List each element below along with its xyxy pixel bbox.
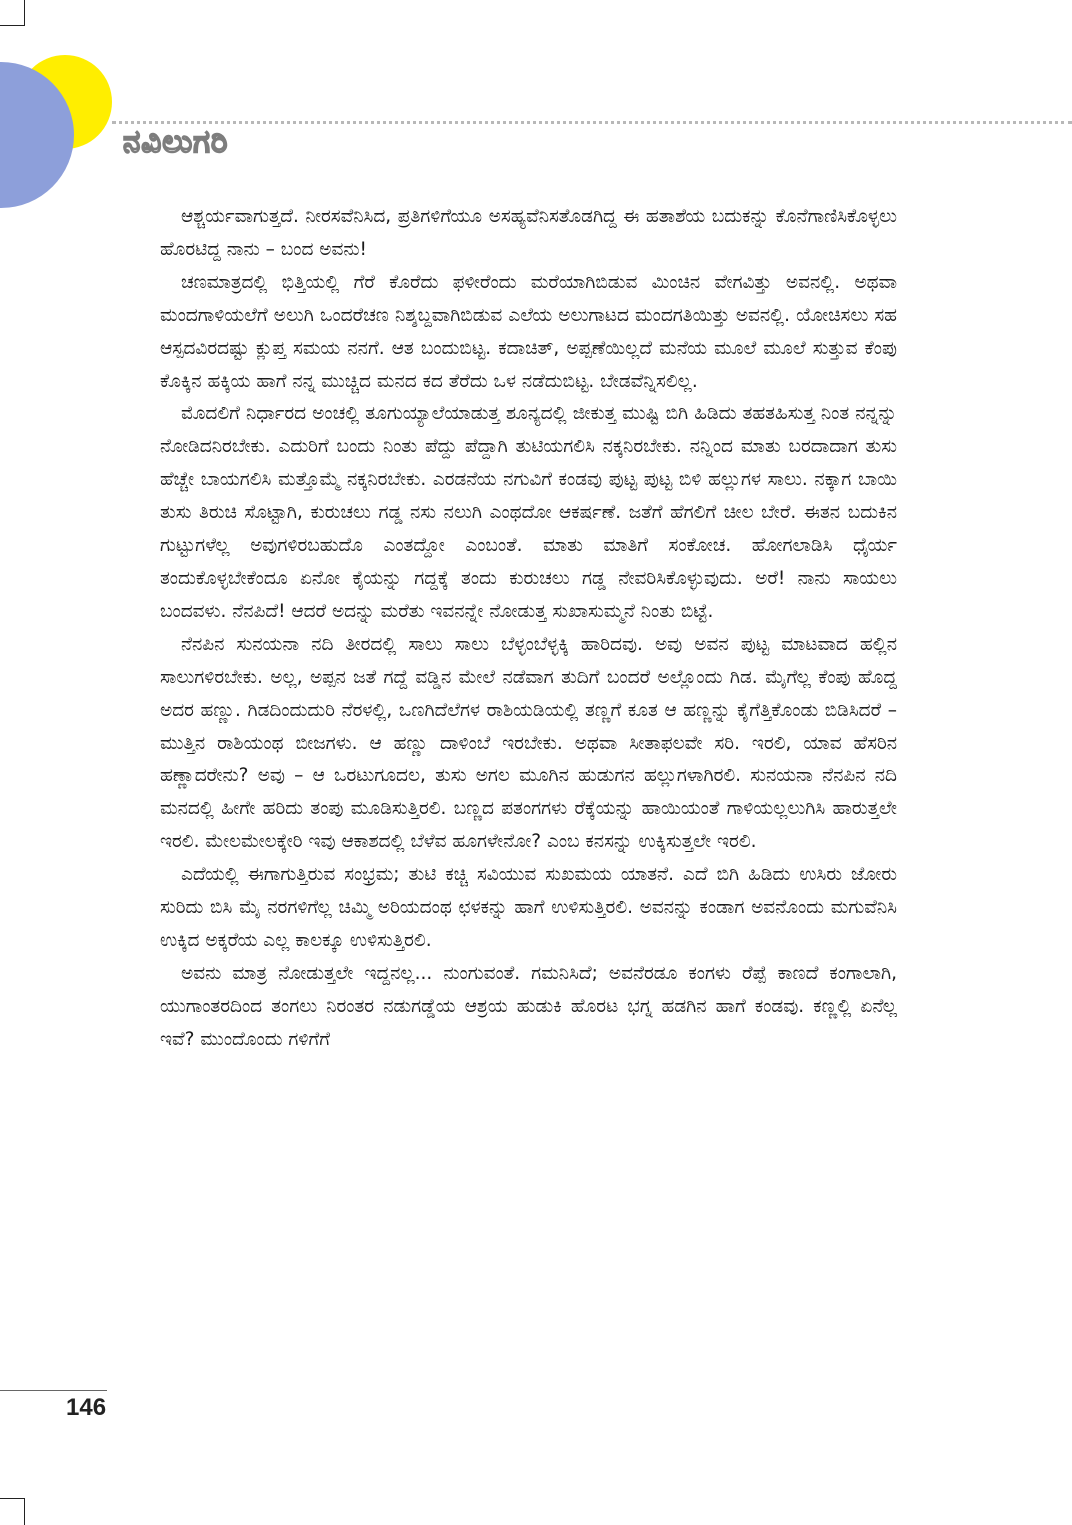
header-dotted-rule [112, 121, 1072, 124]
page-number: 146 [66, 1394, 107, 1421]
paragraph: ಚಣಮಾತ್ರದಲ್ಲಿ ಭಿತ್ತಿಯಲ್ಲಿ ಗೆರೆ ಕೊರೆದು ಫಳೀರೆಂದು ಮರೆಯಾಗಿಬಿಡುವ ಮಿಂಚಿನ ವೇಗವಿತ್ತು ಅವನಲ್ಲಿ. ಅಥವಾ ಮಂದಗಾಳಿಯಲೆಗೆ ಅಲುಗಿ ಒಂದರೆಚಣ ನಿಶ್ಶಬ್ದವಾಗಿಬಿಡುವ ಎಲೆಯ ಅಲುಗಾಟದ ಮಂದಗತಿಯಿತ್ತು ಅವನಲ್ಲಿ. ಯೋಚಿಸಲು ಸಹ ಆಸ್ಪದವಿರದಷ್ಟು ಕ್ಲುಪ್ತ ಸಮಯ ನನಗೆ. ಆತ ಬಂದುಬಿಟ್ಟ. ಕದಾಚಿತ್, ಅಪ್ಪಣೆಯಿಲ್ಲದೆ ಮನೆಯ ಮೂಲೆ ಮೂಲೆ ಸುತ್ತುವ ಕೆಂಪು ಕೊಕ್ಕಿನ ಹಕ್ಕಿಯ ಹಾಗೆ ನನ್ನ ಮುಚ್ಚಿದ ಮನದ ಕದ ತೆರೆದು ಒಳ ನಡೆದುಬಿಟ್ಟ. ಬೇಡವೆನ್ನಿಸಲಿಲ್ಲ. [160, 271, 897, 392]
crop-mark-bottom-left-vertical [24, 1498, 25, 1525]
paragraph: ನೆನಪಿನ ಸುನಯನಾ ನದಿ ತೀರದಲ್ಲಿ ಸಾಲು ಸಾಲು ಬೆಳ್ಳಂಬೆಳ್ಳಕ್ಕಿ ಹಾರಿದವು. ಅವು ಅವನ ಪುಟ್ಟ ಮಾಟವಾದ ಹಲ್ಲಿನ ಸಾಲುಗಳಿರಬೇಕು. ಅಲ್ಲ, ಅಪ್ಪನ ಜತೆ ಗದ್ದೆ ವಡ್ಡಿನ ಮೇಲೆ ನಡೆವಾಗ ತುದಿಗೆ ಬಂದರೆ ಅಲ್ಲೊಂದು ಗಿಡ. ಮೈಗೆಲ್ಲ ಕೆಂಪು ಹೊದ್ದ ಅದರ ಹಣ್ಣು. ಗಿಡದಿಂದುದುರಿ ನೆರಳಲ್ಲಿ, ಒಣಗಿದೆಲೆಗಳ ರಾಶಿಯಡಿಯಲ್ಲಿ ತಣ್ಣಗೆ ಕೂತ ಆ ಹಣ್ಣನ್ನು ಕೈಗೆತ್ತಿಕೊಂಡು ಬಿಡಿಸಿದರೆ – ಮುತ್ತಿನ ರಾಶಿಯಂಥ ಬೀಜಗಳು. ಆ ಹಣ್ಣು ದಾಳಿಂಬೆ ಇರಬೇಕು. ಅಥವಾ ಸೀತಾಫಲವೇ ಸರಿ. ಇರಲಿ, ಯಾವ ಹೆಸರಿನ ಹಣ್ಣಾದರೇನು? ಅವು – ಆ ಒರಟುಗೂದಲ, ತುಸು ಅಗಲ ಮೂಗಿನ ಹುಡುಗನ ಹಲ್ಲುಗಳಾಗಿರಲಿ. ಸುನಯನಾ ನೆನಪಿನ ನದಿ ಮನದಲ್ಲಿ ಹೀಗೇ ಹರಿದು ತಂಪು ಮೂಡಿಸುತ್ತಿರಲಿ. ಬಣ್ಣದ ಪತಂಗಗಳು ರೆಕ್ಕೆಯನ್ನು ಹಾಯಿಯಂತೆ ಗಾಳಿಯಲ್ಲಲುಗಿಸಿ ಹಾರುತ್ತಲೇ ಇರಲಿ. ಮೇಲಮೇಲಕ್ಕೇರಿ ಇವು ಆಕಾಶದಲ್ಲಿ ಬೆಳೆವ ಹೂಗಳೇನೋ? ಎಂಬ ಕನಸನ್ನು ಉಕ್ಕಿಸುತ್ತಲೇ ಇರಲಿ. [160, 633, 897, 853]
crop-mark-top-left-horizontal [0, 25, 25, 26]
paragraph: ಅವನು ಮಾತ್ರ ನೋಡುತ್ತಲೇ ಇದ್ದನಲ್ಲ... ನುಂಗುವಂತೆ. ಗಮನಿಸಿದೆ; ಅವನೆರಡೂ ಕಂಗಳು ರೆಪ್ಪೆ ಕಾಣದೆ ಕಂಗಾಲಾಗಿ, ಯುಗಾಂತರದಿಂದ ತಂಗಲು ನಿರಂತರ ನಡುಗಡ್ಡೆಯ ಆಶ್ರಯ ಹುಡುಕಿ ಹೊರಟ ಭಗ್ನ ಹಡಗಿನ ಹಾಗೆ ಕಂಡವು. ಕಣ್ಣಲ್ಲಿ ಏನೆಲ್ಲ ಇವೆ? ಮುಂದೊಂದು ಗಳಿಗೆಗೆ [160, 962, 897, 1050]
crop-mark-top-left-vertical [24, 0, 25, 26]
body-text [160, 201, 897, 1057]
paragraph: ಎದೆಯಲ್ಲಿ ಈಗಾಗುತ್ತಿರುವ ಸಂಭ್ರಮ; ತುಟಿ ಕಚ್ಚಿ ಸವಿಯುವ ಸುಖಮಯ ಯಾತನೆ. ಎದೆ ಬಿಗಿ ಹಿಡಿದು ಉಸಿರು ಜೋರು ಸುರಿದು ಬಿಸಿ ಮೈ ನರಗಳಿಗೆಲ್ಲ ಚಿಮ್ಮಿ ಅರಿಯದಂಥ ಛಳಕನ್ನು ಹಾಗೆ ಉಳಿಸುತ್ತಿರಲಿ. ಅವನನ್ನು ಕಂಡಾಗ ಅವನೊಂದು ಮಗುವೆನಿಸಿ ಉಕ್ಕಿದ ಅಕ್ಕರೆಯ ಎಲ್ಲ ಕಾಲಕ್ಕೂ ಉಳಿಸುತ್ತಿರಲಿ. [160, 864, 897, 951]
paragraph: ಮೊದಲಿಗೆ ನಿರ್ಧಾರದ ಅಂಚಲ್ಲಿ ತೂಗುಯ್ಯಾಲೆಯಾಡುತ್ತ ಶೂನ್ಯದಲ್ಲಿ ಜೀಕುತ್ತ ಮುಷ್ಟಿ ಬಿಗಿ ಹಿಡಿದು ತಹತಹಿಸುತ್ತ ನಿಂತ ನನ್ನನ್ನು ನೋಡಿದನಿರಬೇಕು. ಎದುರಿಗೆ ಬಂದು ನಿಂತು ಪೆದ್ದು ಪೆದ್ದಾಗಿ ತುಟಿಯಗಲಿಸಿ ನಕ್ಕನಿರಬೇಕು. ನನ್ನಿಂದ ಮಾತು ಬರದಾದಾಗ ತುಸು ಹೆಚ್ಚೇ ಬಾಯಗಲಿಸಿ ಮತ್ತೊಮ್ಮೆ ನಕ್ಕನಿರಬೇಕು. ಎರಡನೆಯ ನಗುವಿಗೆ ಕಂಡವು ಪುಟ್ಟ ಪುಟ್ಟ ಬಿಳಿ ಹಲ್ಲುಗಳ ಸಾಲು. ನಕ್ಕಾಗ ಬಾಯಿ ತುಸು ತಿರುಚಿ ಸೊಟ್ಟಾಗಿ, ಕುರುಚಲು ಗಡ್ಡ ನಸು ನಲುಗಿ ಎಂಥದೋ ಆಕರ್ಷಣೆ. ಜತೆಗೆ ಹೆಗಲಿಗೆ ಚೀಲ ಬೇರೆ. ಈತನ ಬದುಕಿನ ಗುಟ್ಟುಗಳೆಲ್ಲ ಅವುಗಳಿರಬಹುದೊ ಎಂತದ್ದೋ ಎಂಬಂತೆ. ಮಾತು ಮಾತಿಗೆ ಸಂಕೋಚ. ಹೋಗಲಾಡಿಸಿ ಧೈರ್ಯ ತಂದುಕೊಳ್ಳಬೇಕೆಂದೂ ಏನೋ ಕೈಯನ್ನು ಗದ್ದಕ್ಕೆ ತಂದು ಕುರುಚಲು ಗಡ್ಡ ನೇವರಿಸಿಕೊಳ್ಳುವುದು. ಅರೆ! ನಾನು ಸಾಯಲು ಬಂದವಳು. ನೆನಪಿದೆ! ಆದರೆ ಅದನ್ನು ಮರೆತು ಇವನನ್ನೇ ನೋಡುತ್ತ ಸುಖಾಸುಮ್ಮನೆ ನಿಂತು ಬಿಟ್ಟೆ. [160, 403, 897, 622]
running-header-title: ನವಿಲುಗರಿ [123, 124, 229, 160]
footer-rule [0, 1390, 107, 1391]
crop-mark-bottom-left-horizontal [0, 1498, 25, 1499]
paragraph: ಆಶ್ಚರ್ಯವಾಗುತ್ತದೆ. ನೀರಸವೆನಿಸಿದ, ಪ್ರತಿಗಳಿಗೆಯೂ ಅಸಹ್ಯವೆನಿಸತೊಡಗಿದ್ದ ಈ ಹತಾಶೆಯ ಬದುಕನ್ನು ಕೊನೆಗಾಣಿಸಿಕೊಳ್ಳಲು ಹೊರಟಿದ್ದ ನಾನು – ಬಂದ ಅವನು! [160, 206, 897, 260]
